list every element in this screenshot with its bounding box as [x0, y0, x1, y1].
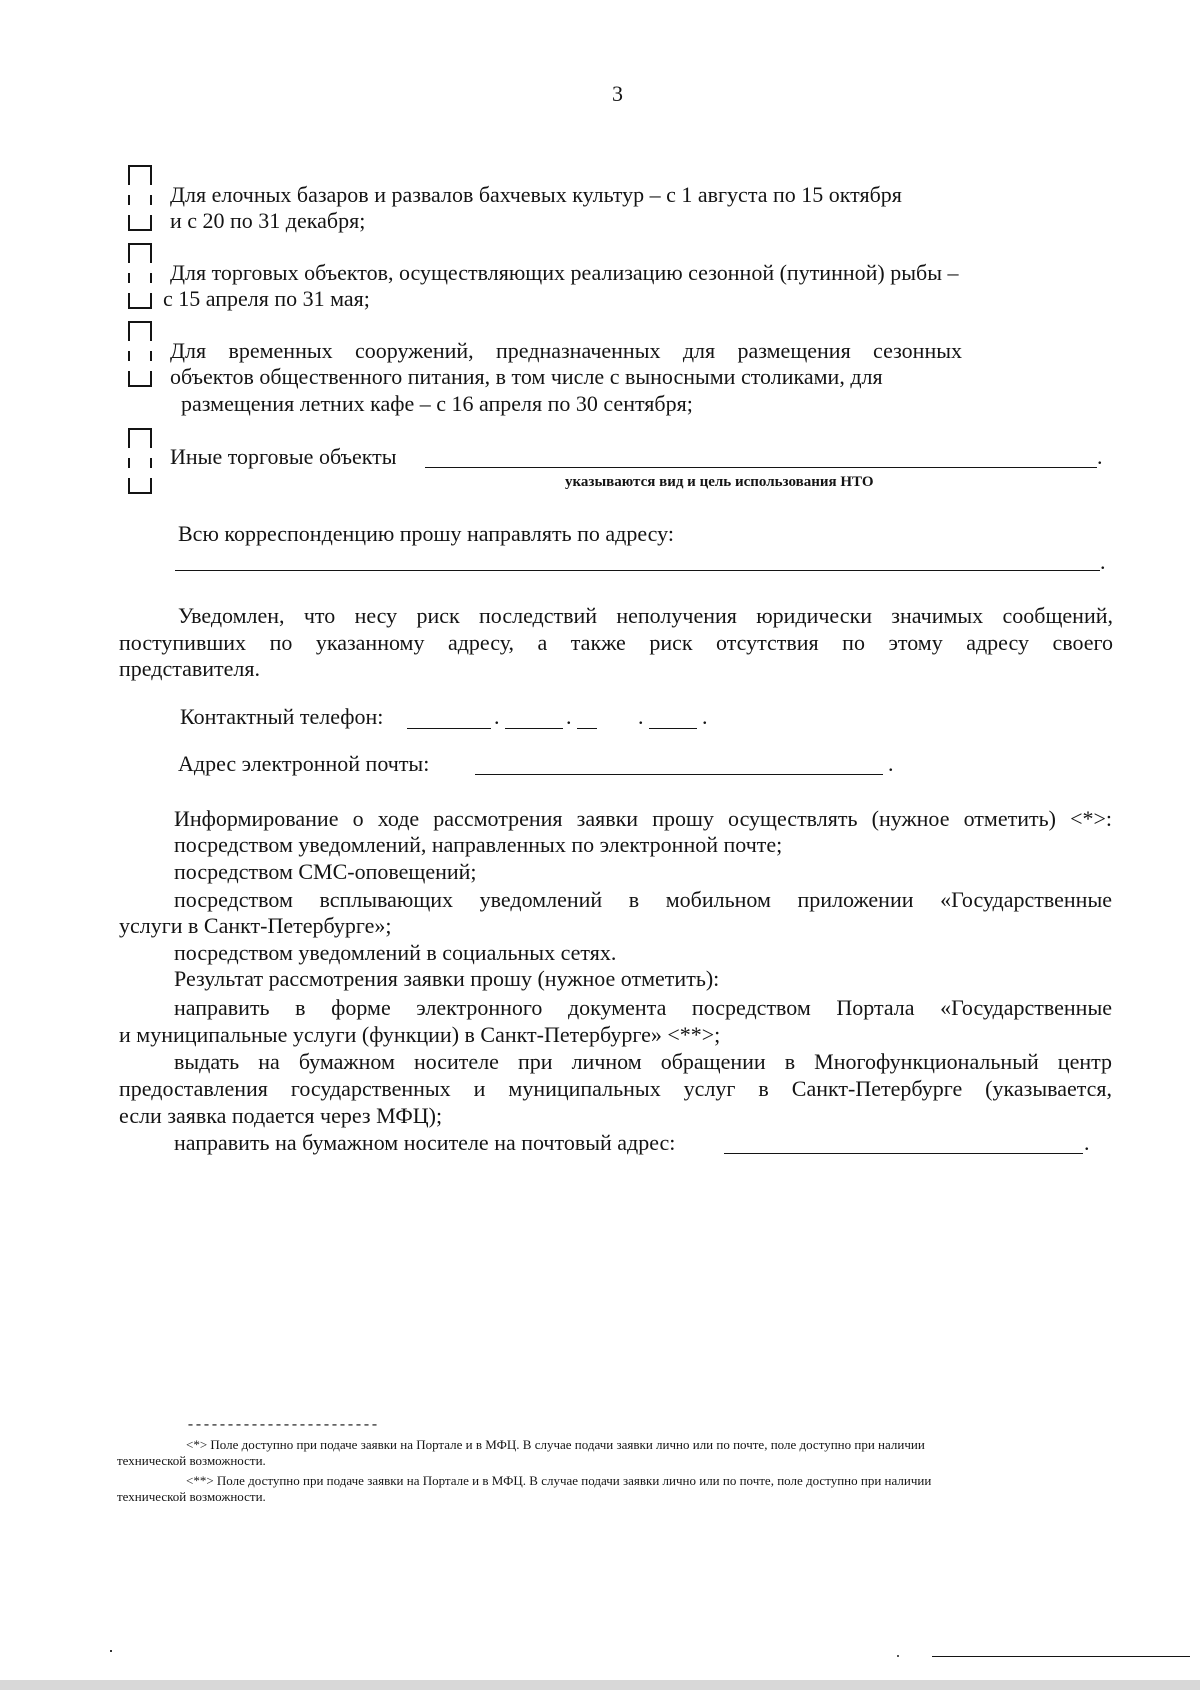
result-option-mfc-line3: если заявка подается через МФЦ);: [119, 1103, 443, 1128]
option-summer-cafes-line3: размещения летних кафе – с 16 апреля по 30 сентября;: [181, 391, 693, 416]
inform-option-sms[interactable]: посредством СМС-оповещений;: [174, 859, 477, 884]
option-christmas-markets-line1: Для елочных базаров и развалов бахчевых культур – с 1 августа по 15 октября: [170, 182, 902, 207]
option-summer-cafes-line2: объектов общественного питания, в том числе с выносными столиками, для: [170, 364, 883, 389]
result-option-mfc-line1[interactable]: выдать на бумажном носителе при личном обращении в Многофункциональный центр: [174, 1049, 1112, 1074]
page-number: 3: [612, 81, 623, 106]
checkbox-other-objects[interactable]: [128, 428, 152, 494]
scan-speck: [897, 1655, 899, 1657]
inform-option-social[interactable]: посредством уведомлений в социальных сетях.: [174, 940, 617, 965]
option-seasonal-fish-line2: с 15 апреля по 31 мая;: [163, 286, 370, 311]
email-input-line[interactable]: [475, 774, 883, 775]
correspondence-label: Всю корреспонденцию прошу направлять по адресу:: [178, 521, 674, 546]
option-christmas-markets-line2: и с 20 по 31 декабря;: [170, 208, 366, 233]
inform-option-app-line1[interactable]: посредством всплывающих уведомлений в мобильном приложении «Государственные: [174, 887, 1112, 912]
scan-speck: [110, 1650, 112, 1652]
inform-option-email[interactable]: посредством уведомлений, направленных по электронной почте;: [174, 832, 783, 857]
inform-option-app-line2: услуги в Санкт-Петербурге»;: [119, 913, 392, 938]
checkbox-christmas-markets[interactable]: [128, 165, 152, 231]
phone-label: Контактный телефон:: [180, 704, 384, 729]
result-option-mfc-line2: предоставления государственных и муниципальных услуг в Санкт-Петербурге (указывается,: [119, 1076, 1112, 1101]
footnote-2-line1: <**> Поле доступно при подаче заявки на Портале и в МФЦ. В случае подачи заявки лично или по почте, поле доступно при наличии: [186, 1473, 932, 1488]
option-seasonal-fish-line1: Для торговых объектов, осуществляющих реализацию сезонной (путинной) рыбы –: [170, 260, 959, 285]
notice-line3: представителя.: [119, 656, 260, 681]
option-summer-cafes-line1: Для временных сооружений, предназначенных для размещения сезонных: [170, 338, 962, 363]
footnote-1-line1: <*> Поле доступно при подаче заявки на Портале и в МФЦ. В случае подачи заявки лично или по почте, поле доступно при наличии: [186, 1437, 925, 1452]
scan-bottom-edge: [0, 1680, 1200, 1690]
notice-line2: поступивших по указанному адресу, а также риск отсутствия по этому адресу своего: [119, 630, 1113, 655]
checkbox-seasonal-fish[interactable]: [128, 243, 152, 309]
result-heading: Результат рассмотрения заявки прошу (нужное отметить):: [174, 966, 720, 991]
result-option-portal-line1[interactable]: направить в форме электронного документа посредством Портала «Государственные: [174, 995, 1112, 1020]
correspondence-address-line[interactable]: [175, 570, 1100, 571]
footnote-2-line2: технической возможности.: [117, 1489, 266, 1504]
option-other-objects-label: Иные торговые объекты: [170, 444, 397, 469]
postal-address-input-line[interactable]: [724, 1153, 1083, 1154]
document-page: 3 Для елочных базаров и развалов бахчевых культур – с 1 августа по 15 октября и с 20 по 31 декабря; Для торговых объектов, осуществляющих реализацию сезонной (путинной) рыбы – с 15 апреля по 31 мая; Для временных сооружений, предназначенных для размещения сезонных объектов общественного питания, в том числе с выносными столиками, для размещения летних кафе – с 16 апреля по 30 сентября; Иные торговые объекты . указываются вид и цель использования НТО Всю корреспонденцию прошу направлять по адресу: . Уведомлен, что несу риск последствий неполучения юридически значимых сообщений, поступивших по указанному адресу, а также риск отсутствия по этому адресу своего представителя. Контактный телефон: . . . . Адрес электронной почты: . Информирование о ходе рассмотрения заявки прошу осуществлять (нужное отметить) <*>: посредством уведомлений, направленных по электронной почте; посредством СМС-оповещений; посредством всплывающих уведомлений в мобильном приложении «Государственные услуги в Санкт-Петербурге»; посредством уведомлений в социальных сетях. Результат рассмотрения заявки прошу (нужное отметить): направить в форме электронного документа посредством Портала «Государственные и муниципальные услуги (функции) в Санкт-Петербурге» <**>; выдать на бумажном носителе при личном обращении в Многофункциональный центр предоставления государственных и муниципальных услуг в Санкт-Петербурге (указывается, если заявка подается через МФЦ); направить на бумажном носителе на почтовый адрес: . ------------------------ <*> Поле доступно при подаче заявки на Портале и в МФЦ. В случае подачи заявки лично или по почте, поле доступно при наличии технической возможности. <**> Поле доступно при подаче заявки на Портале и в МФЦ. В случае подачи заявки лично или по почте, поле доступно при наличии технической возможности.: [0, 0, 1200, 1690]
result-option-portal-line2: и муниципальные услуги (функции) в Санкт-Петербурге» <**>;: [119, 1022, 721, 1047]
inform-heading: Информирование о ходе рассмотрения заявки прошу осуществлять (нужное отметить) <*>:: [174, 806, 1112, 831]
footnote-1-line2: технической возможности.: [117, 1453, 266, 1468]
email-label: Адрес электронной почты:: [178, 751, 430, 776]
scan-edge-line: [932, 1656, 1190, 1657]
result-option-postal[interactable]: направить на бумажном носителе на почтовый адрес:: [174, 1130, 676, 1155]
other-objects-input-line[interactable]: [425, 467, 1097, 468]
other-objects-caption: указываются вид и цель использования НТО: [565, 474, 874, 490]
notice-line1: Уведомлен, что несу риск последствий неполучения юридически значимых сообщений,: [178, 603, 1113, 628]
checkbox-summer-cafes[interactable]: [128, 321, 152, 387]
footnote-separator: ------------------------: [186, 1417, 379, 1434]
